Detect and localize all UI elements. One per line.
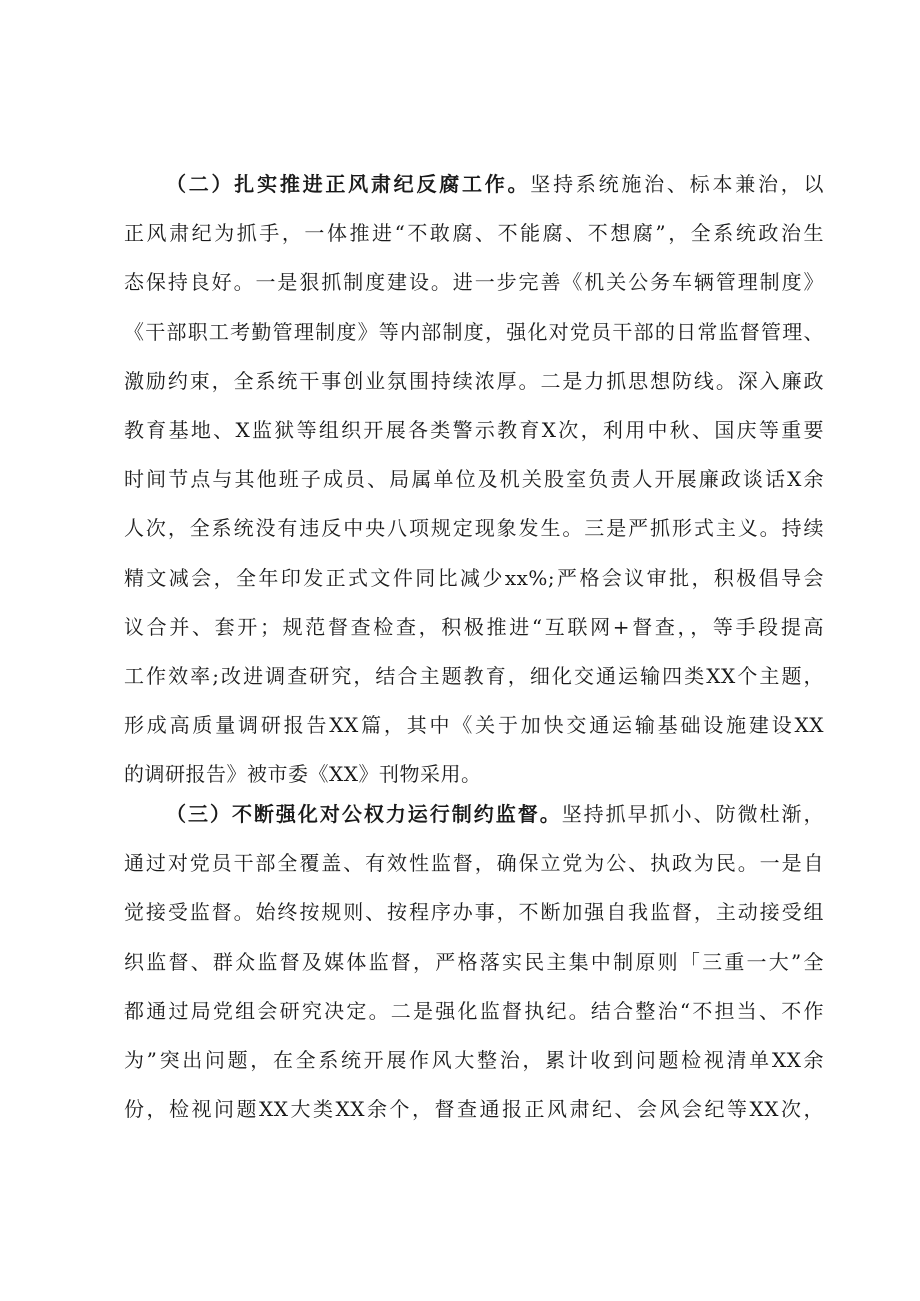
section-2-paragraph: [124, 160, 824, 799]
paragraph-text: 坚持抓早抓小、防微杜渐，: [561, 802, 824, 826]
paragraph-line: 形成高质量调研报告XX篇，其中《关于加快交通运输基础设施建设XX: [124, 713, 824, 738]
paragraph-line: 的调研报告》被市委《XX》刊物采用。: [124, 762, 482, 787]
paragraph-line: 议合并、套开；规范督查检查，积极推进“互联网+督查，，等手段提高: [124, 614, 824, 639]
paragraph-line: 织监督、群众监督及媒体监督，严格落实民主集中制原则「三重一大”全: [124, 949, 824, 974]
paragraph-line: [124, 160, 824, 209]
paragraph-line: [124, 790, 824, 839]
section-3-paragraph: [124, 790, 824, 1134]
paragraph-line: 为”突出问题，在全系统开展作风大整治，累计收到问题检视清单XX余: [124, 1047, 824, 1072]
paragraph-line: 人次，全系统没有违反中央八项规定现象发生。三是严抓形式主义。持续: [124, 516, 824, 541]
paragraph-line: 态保持良好。一是狠抓制度建设。进一步完善《机关公务车辆管理制度》: [124, 270, 824, 295]
paragraph-line: 正风肃纪为抓手，一体推进“不敢腐、不能腐、不想腐”，全系统政治生: [124, 221, 824, 246]
paragraph-line: 觉接受监督。始终按规则、按程序办事，不断加强自我监督，主动接受组: [124, 900, 824, 925]
paragraph-line: 精文减会，全年印发正式文件同比减少xx%;严格会议审批，积极倡导会: [124, 565, 824, 590]
paragraph-line: 激励约束，全系统干事创业氛围持续浓厚。二是力抓思想防线。深入廉政: [124, 368, 824, 393]
paragraph-line: 都通过局党组会研究决定。二是强化监督执纪。结合整治“不担当、不作: [124, 998, 824, 1023]
section-3-heading: （三）不断强化对公权力运行制约监督。: [166, 802, 562, 826]
paragraph-line: 时间节点与其他班子成员、局属单位及机关股室负责人开展廉政谈话X余: [124, 467, 824, 492]
paragraph-line: 通过对党员干部全覆盖、有效性监督，确保立党为公、执政为民。一是自: [124, 851, 824, 876]
paragraph-line: 份，检视问题XX大类XX余个，督查通报正风肃纪、会风会纪等XX次，: [124, 1097, 824, 1122]
paragraph-text: 坚持系统施治、标本兼治，以: [530, 172, 824, 196]
paragraph-line: 教育基地、X监狱等组织开展各类警示教育X次，利用中秋、国庆等重要: [124, 417, 824, 442]
section-2-heading: （二）扎实推进正风肃纪反腐工作。: [166, 172, 531, 196]
paragraph-line: 工作效率;改进调查研究，结合主题教育，细化交通运输四类XX个主题，: [124, 663, 824, 688]
paragraph-line: 《干部职工考勤管理制度》等内部制度，强化对党员干部的日常监督管理、: [124, 319, 824, 344]
